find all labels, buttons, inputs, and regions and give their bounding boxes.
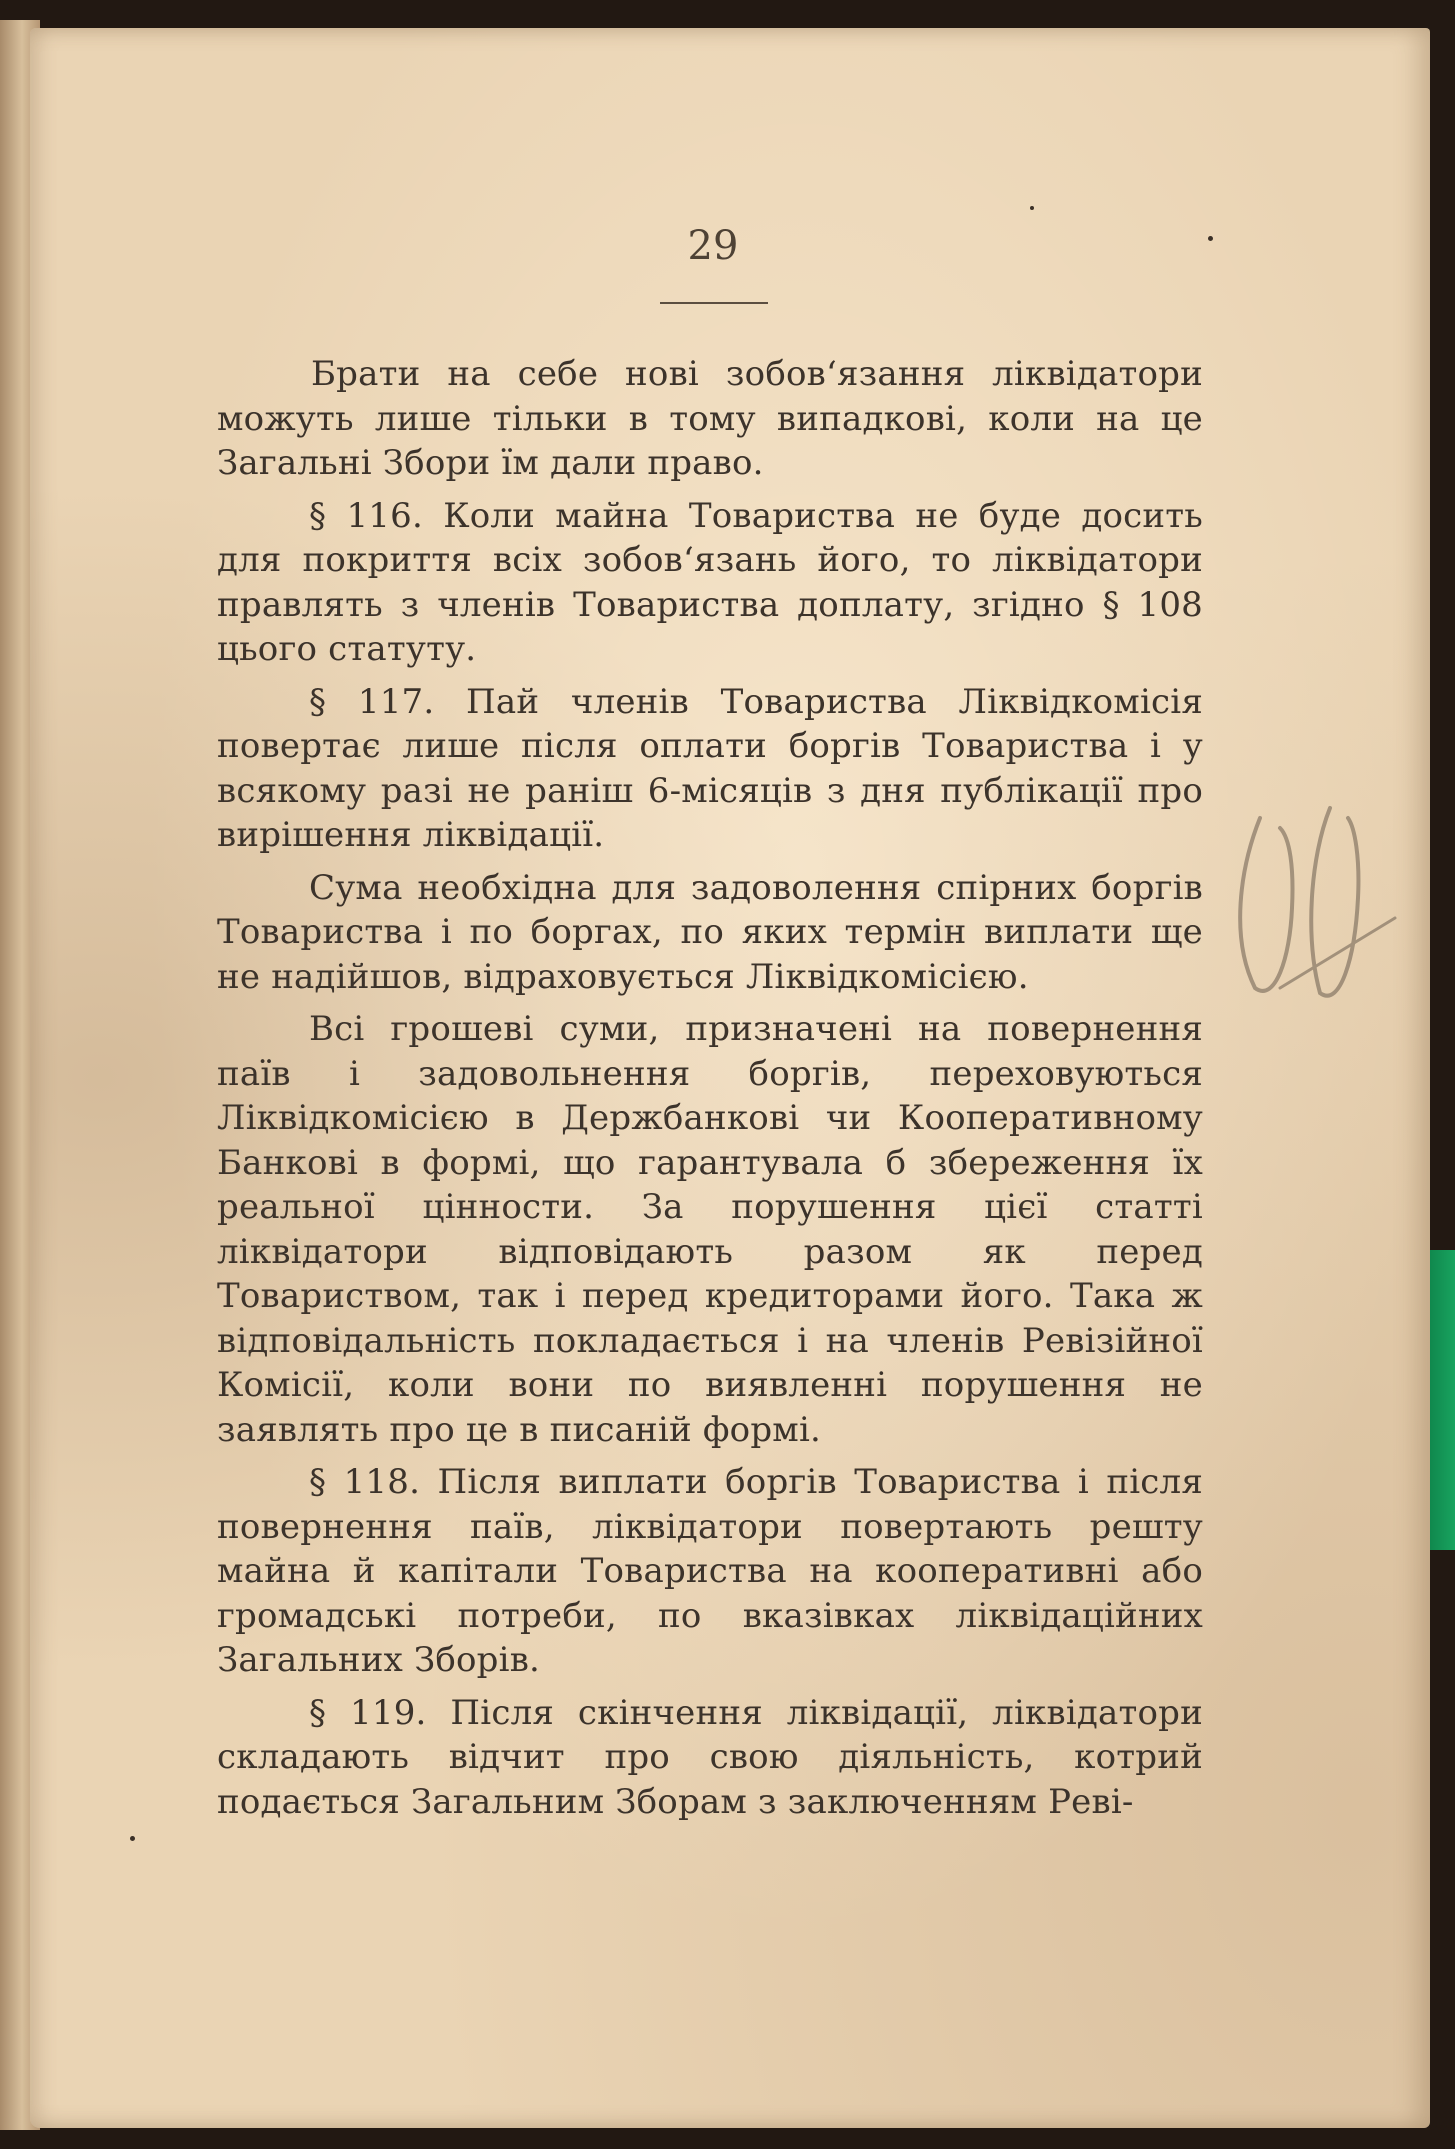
paragraph: § 119. Після скінчення ліквідації, ліквідатори складають відчит про свою діяльність, котрий подається Загальним Зборам з заключенням Реві- [217, 1692, 1203, 1822]
paragraph: § 116. Коли майна Товариства не буде досить для покриття всіх зобов‘язань його, то ліквідатори правлять з членів Товариства доплату, згідно § 108 цього статуту. [217, 495, 1203, 669]
paragraph: § 117. Пай членів Товариства Ліквідкомісія повертає лише після оплати боргів Товариства і у всякому разі не раніш 6-місяців з дня публікації про вирішення ліквідації. [217, 681, 1203, 855]
document-page [30, 28, 1430, 2128]
pencil-annotation-mark [1220, 788, 1410, 1018]
paper-speck [1208, 236, 1213, 241]
paragraph: Всі грошеві суми, призначені на повернення паїв і задовольнення боргів, переховуються Ліквідкомісією в Держбанкові чи Кооперативному Банкові в формі, що гарантувала б збереження їх реальної цінности. За порушення цієї статті ліквідатори відповідають разом як перед Товариством, так і перед кредиторами його. Така ж відповідальність покладається і на членів Ревізійної Комісії, коли вони по виявленні порушення не заявлять про це в писаній формі. [217, 1009, 1203, 1450]
paragraph: Сума необхідна для задоволення спірних боргів Товариства і по боргах, по яких термін виплати ще не надійшов, відраховується Ліквідкомісією. [217, 867, 1203, 997]
page-number-underline [660, 302, 768, 304]
paragraph: § 118. Після виплати боргів Товариства і після повернення паїв, ліквідатори повертають решту майна й капітали Товариства на кооперативні або громадські потреби, по вказівках ліквідаційних Загальних Зборів. [217, 1462, 1203, 1680]
paragraph: Брати на себе нові зобов‘язання ліквідатори можуть лише тільки в тому випадкові, коли на це Загальні Збори їм дали право. [217, 354, 1203, 483]
paper-speck [1030, 206, 1034, 210]
page-number: 29 [687, 223, 739, 269]
paper-speck [130, 1836, 135, 1841]
article-text [217, 352, 1203, 1832]
